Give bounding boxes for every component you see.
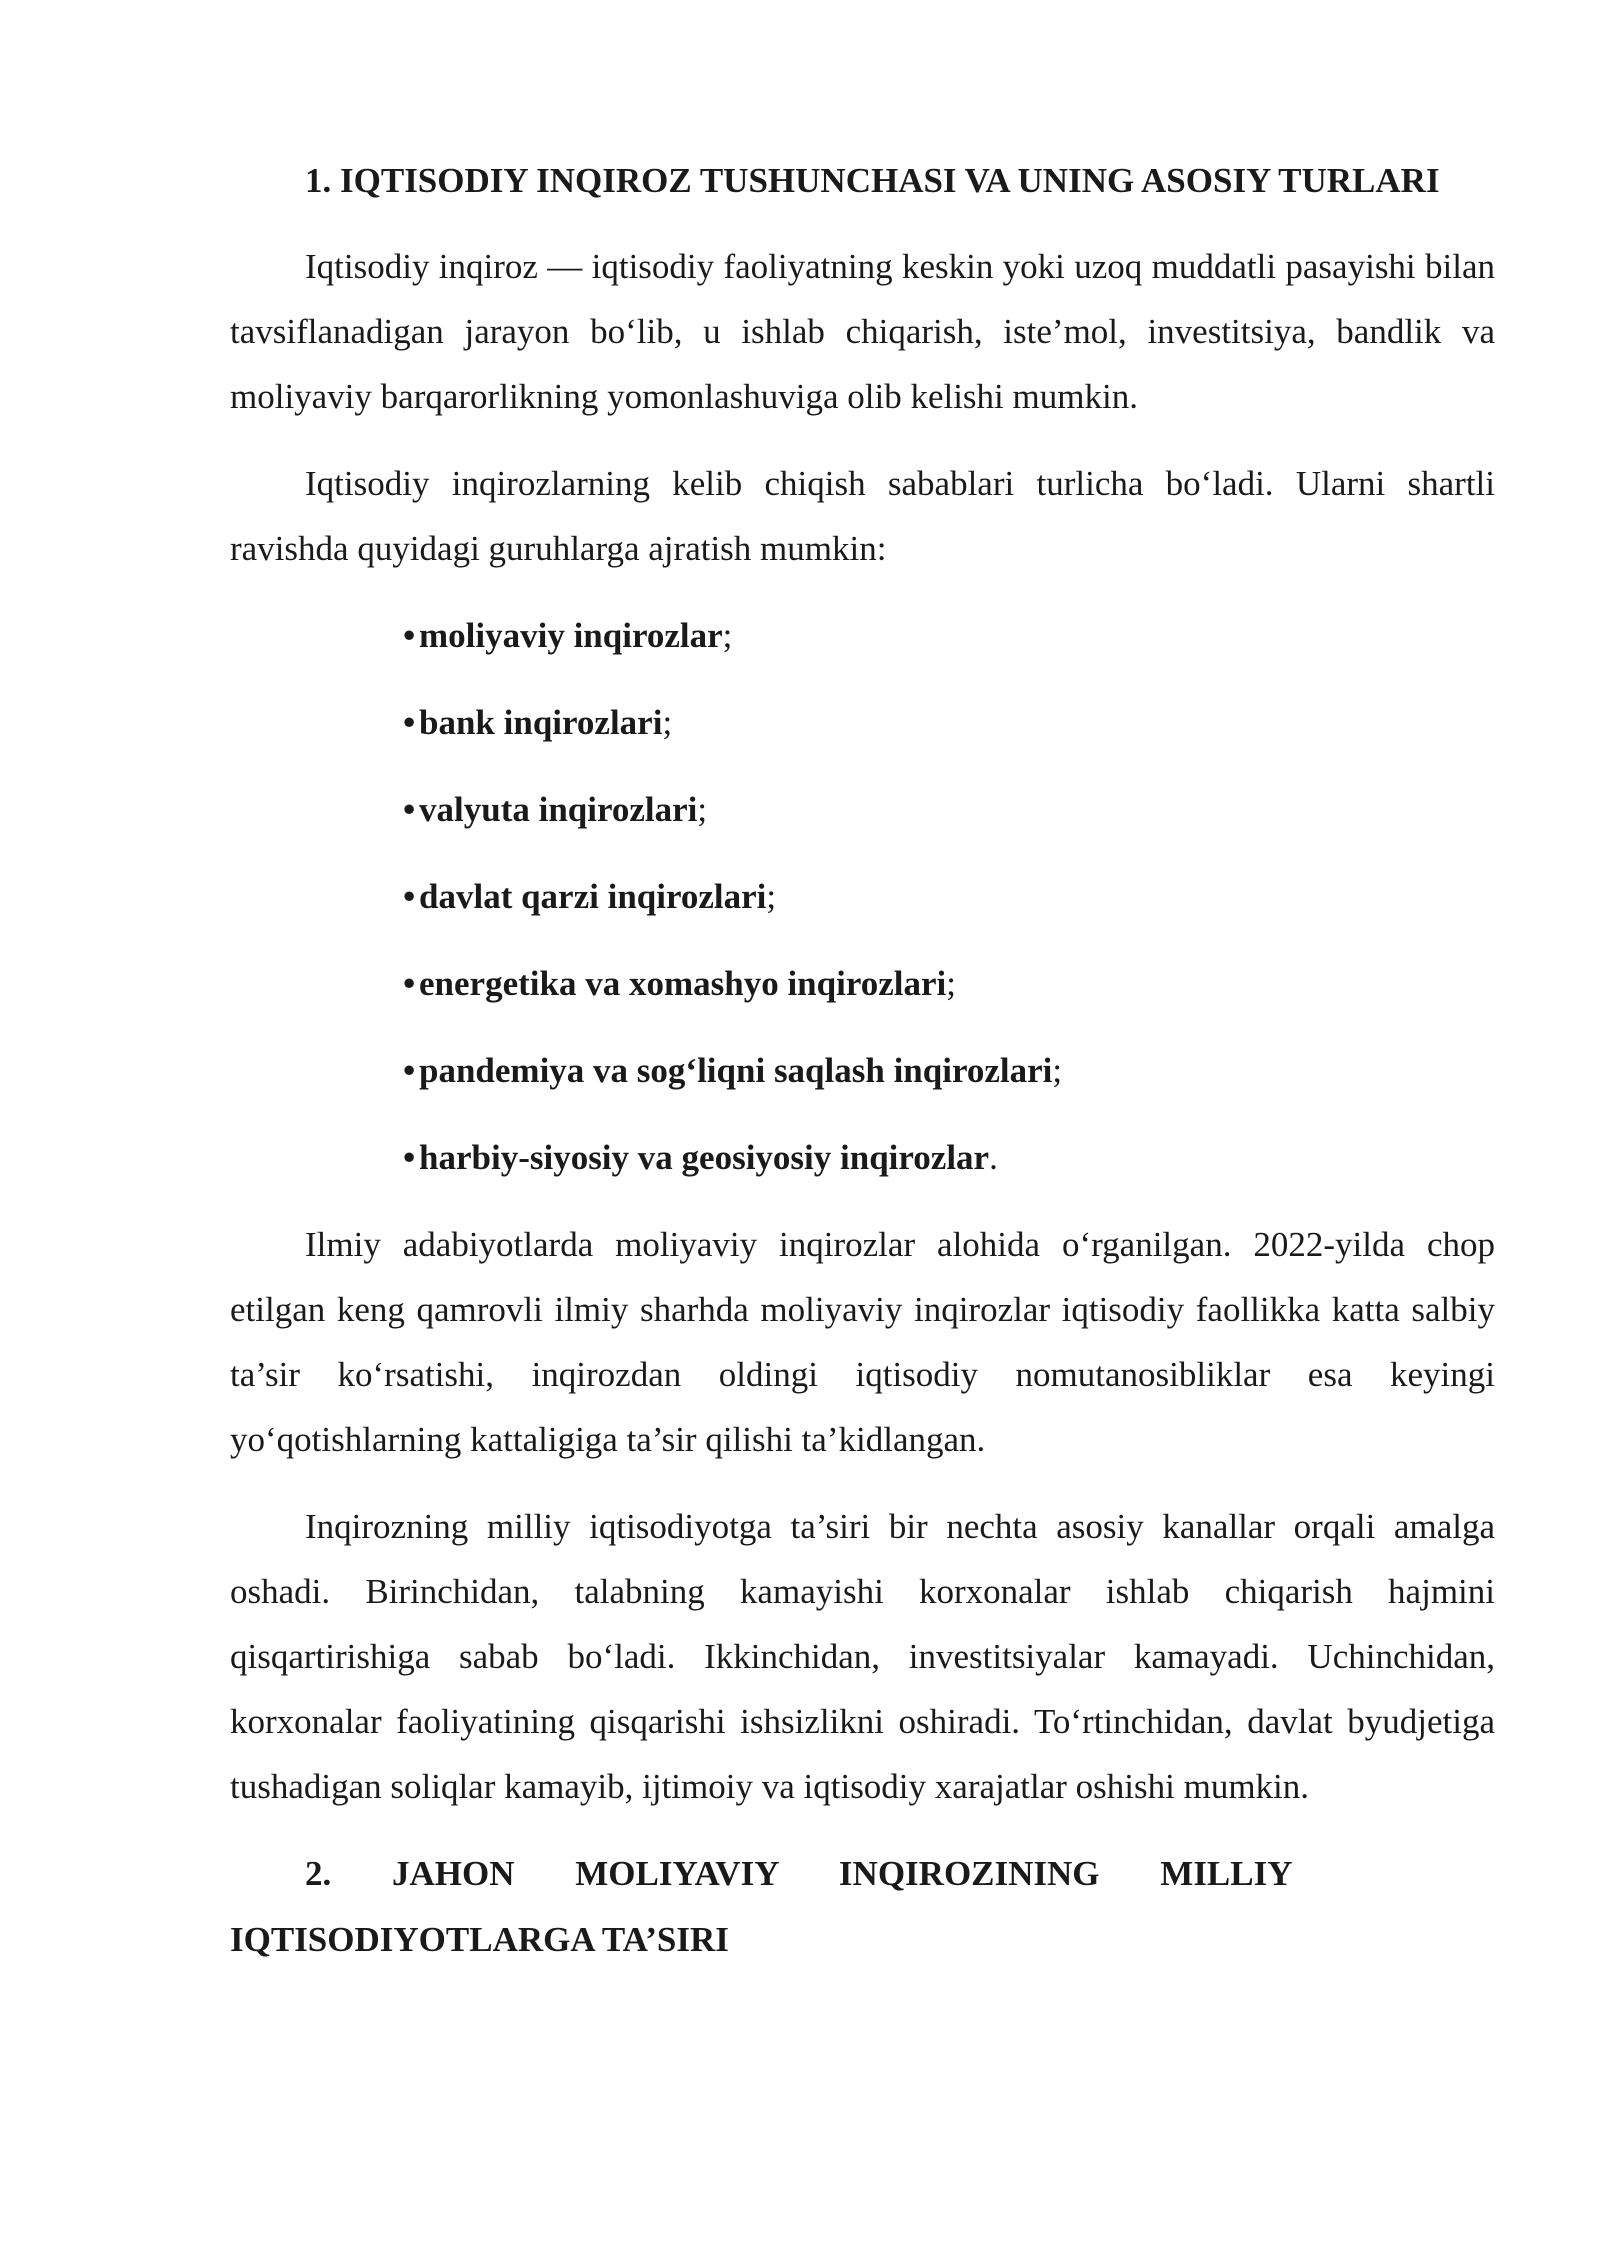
list-item-term: energetika va xomashyo inqirozlari <box>419 964 947 1003</box>
list-item <box>403 951 1495 1016</box>
list-item <box>403 777 1495 842</box>
paragraph-causes: Iqtisodiy inqirozlarning kelib chiqish sabablari turlicha bo‘ladi. Ularni shartli ravishda quyidagi guruhlarga ajratish mumkin: <box>230 464 1495 568</box>
list-item-punctuation: ; <box>766 877 777 916</box>
list-item <box>403 603 1495 668</box>
bullet-icon: • <box>403 616 416 655</box>
bullet-icon: • <box>403 1138 416 1177</box>
bullet-icon: • <box>403 790 416 829</box>
section-1-heading: 1. IQTISODIY INQIROZ TUSHUNCHASI VA UNING ASOSIY TURLARI <box>305 161 1440 200</box>
bullet-icon: • <box>403 703 416 742</box>
list-item <box>403 1038 1495 1103</box>
list-item-term: pandemiya va sog‘liqni saqlash inqirozlari <box>419 1051 1053 1090</box>
list-item-punctuation: . <box>989 1138 998 1177</box>
paragraph-channels: Inqirozning milliy iqtisodiyotga ta’siri bir nechta asosiy kanallar orqali amalga oshadi. Birinchidan, talabning kamayishi korxonalar ishlab chiqarish hajmini qisqartirishiga sabab bo‘ladi. Ikkinchidan, investitsiyalar kamayadi. Uchinchidan, korxonalar faoliyatining qisqarishi ishsizlikni oshiradi. To‘rtinchidan, davlat byudjetiga tushadigan soliqlar kamayib, ijtimoiy va iqtisodiy xarajatlar oshishi mumkin. <box>230 1507 1495 1806</box>
section-2-heading-line-2: IQTISODIYOTLARGA TA’SIRI <box>230 1920 729 1959</box>
bullet-icon: • <box>403 964 416 1003</box>
list-item <box>403 690 1495 755</box>
list-item-punctuation: ; <box>662 703 673 742</box>
document-page <box>230 148 1495 1973</box>
list-item-term: harbiy-siyosiy va geosiyosiy inqirozlar <box>419 1138 990 1177</box>
list-item-punctuation: ; <box>697 790 708 829</box>
list-item-punctuation: ; <box>722 616 733 655</box>
list-item-term: moliyaviy inqirozlar <box>419 616 723 655</box>
list-item <box>403 1125 1495 1190</box>
list-item-term: davlat qarzi inqirozlari <box>419 877 767 916</box>
list-item-punctuation: ; <box>1052 1051 1063 1090</box>
list-item-term: bank inqirozlari <box>419 703 663 742</box>
section-2-heading <box>230 1841 1495 1973</box>
bullet-icon: • <box>403 877 416 916</box>
list-item <box>403 864 1495 929</box>
section-2-heading-line-1: 2. JAHON MOLIYAVIY INQIROZINING MILLIY <box>305 1854 1293 1893</box>
crisis-types-list <box>230 603 1495 1190</box>
list-item-term: valyuta inqirozlari <box>419 790 698 829</box>
list-item-punctuation: ; <box>946 964 956 1003</box>
paragraph-definition: Iqtisodiy inqiroz — iqtisodiy faoliyatning keskin yoki uzoq muddatli pasayishi bilan tavsiflanadigan jarayon bo‘lib, u ishlab chiqarish, iste’mol, investitsiya, bandlik va moliyaviy barqarorlikning yomonlashuviga olib kelishi mumkin. <box>230 247 1495 416</box>
paragraph-literature: Ilmiy adabiyotlarda moliyaviy inqirozlar alohida o‘rganilgan. 2022-yilda chop etilgan keng qamrovli ilmiy sharhda moliyaviy inqirozlar iqtisodiy faollikka katta salbiy ta’sir ko‘rsatishi, inqirozdan oldingi iqtisodiy nomutanosibliklar esa keyingi yo‘qotishlarning kattaligiga ta’sir qilishi ta’kidlangan. <box>230 1225 1495 1459</box>
bullet-icon: • <box>403 1051 416 1090</box>
